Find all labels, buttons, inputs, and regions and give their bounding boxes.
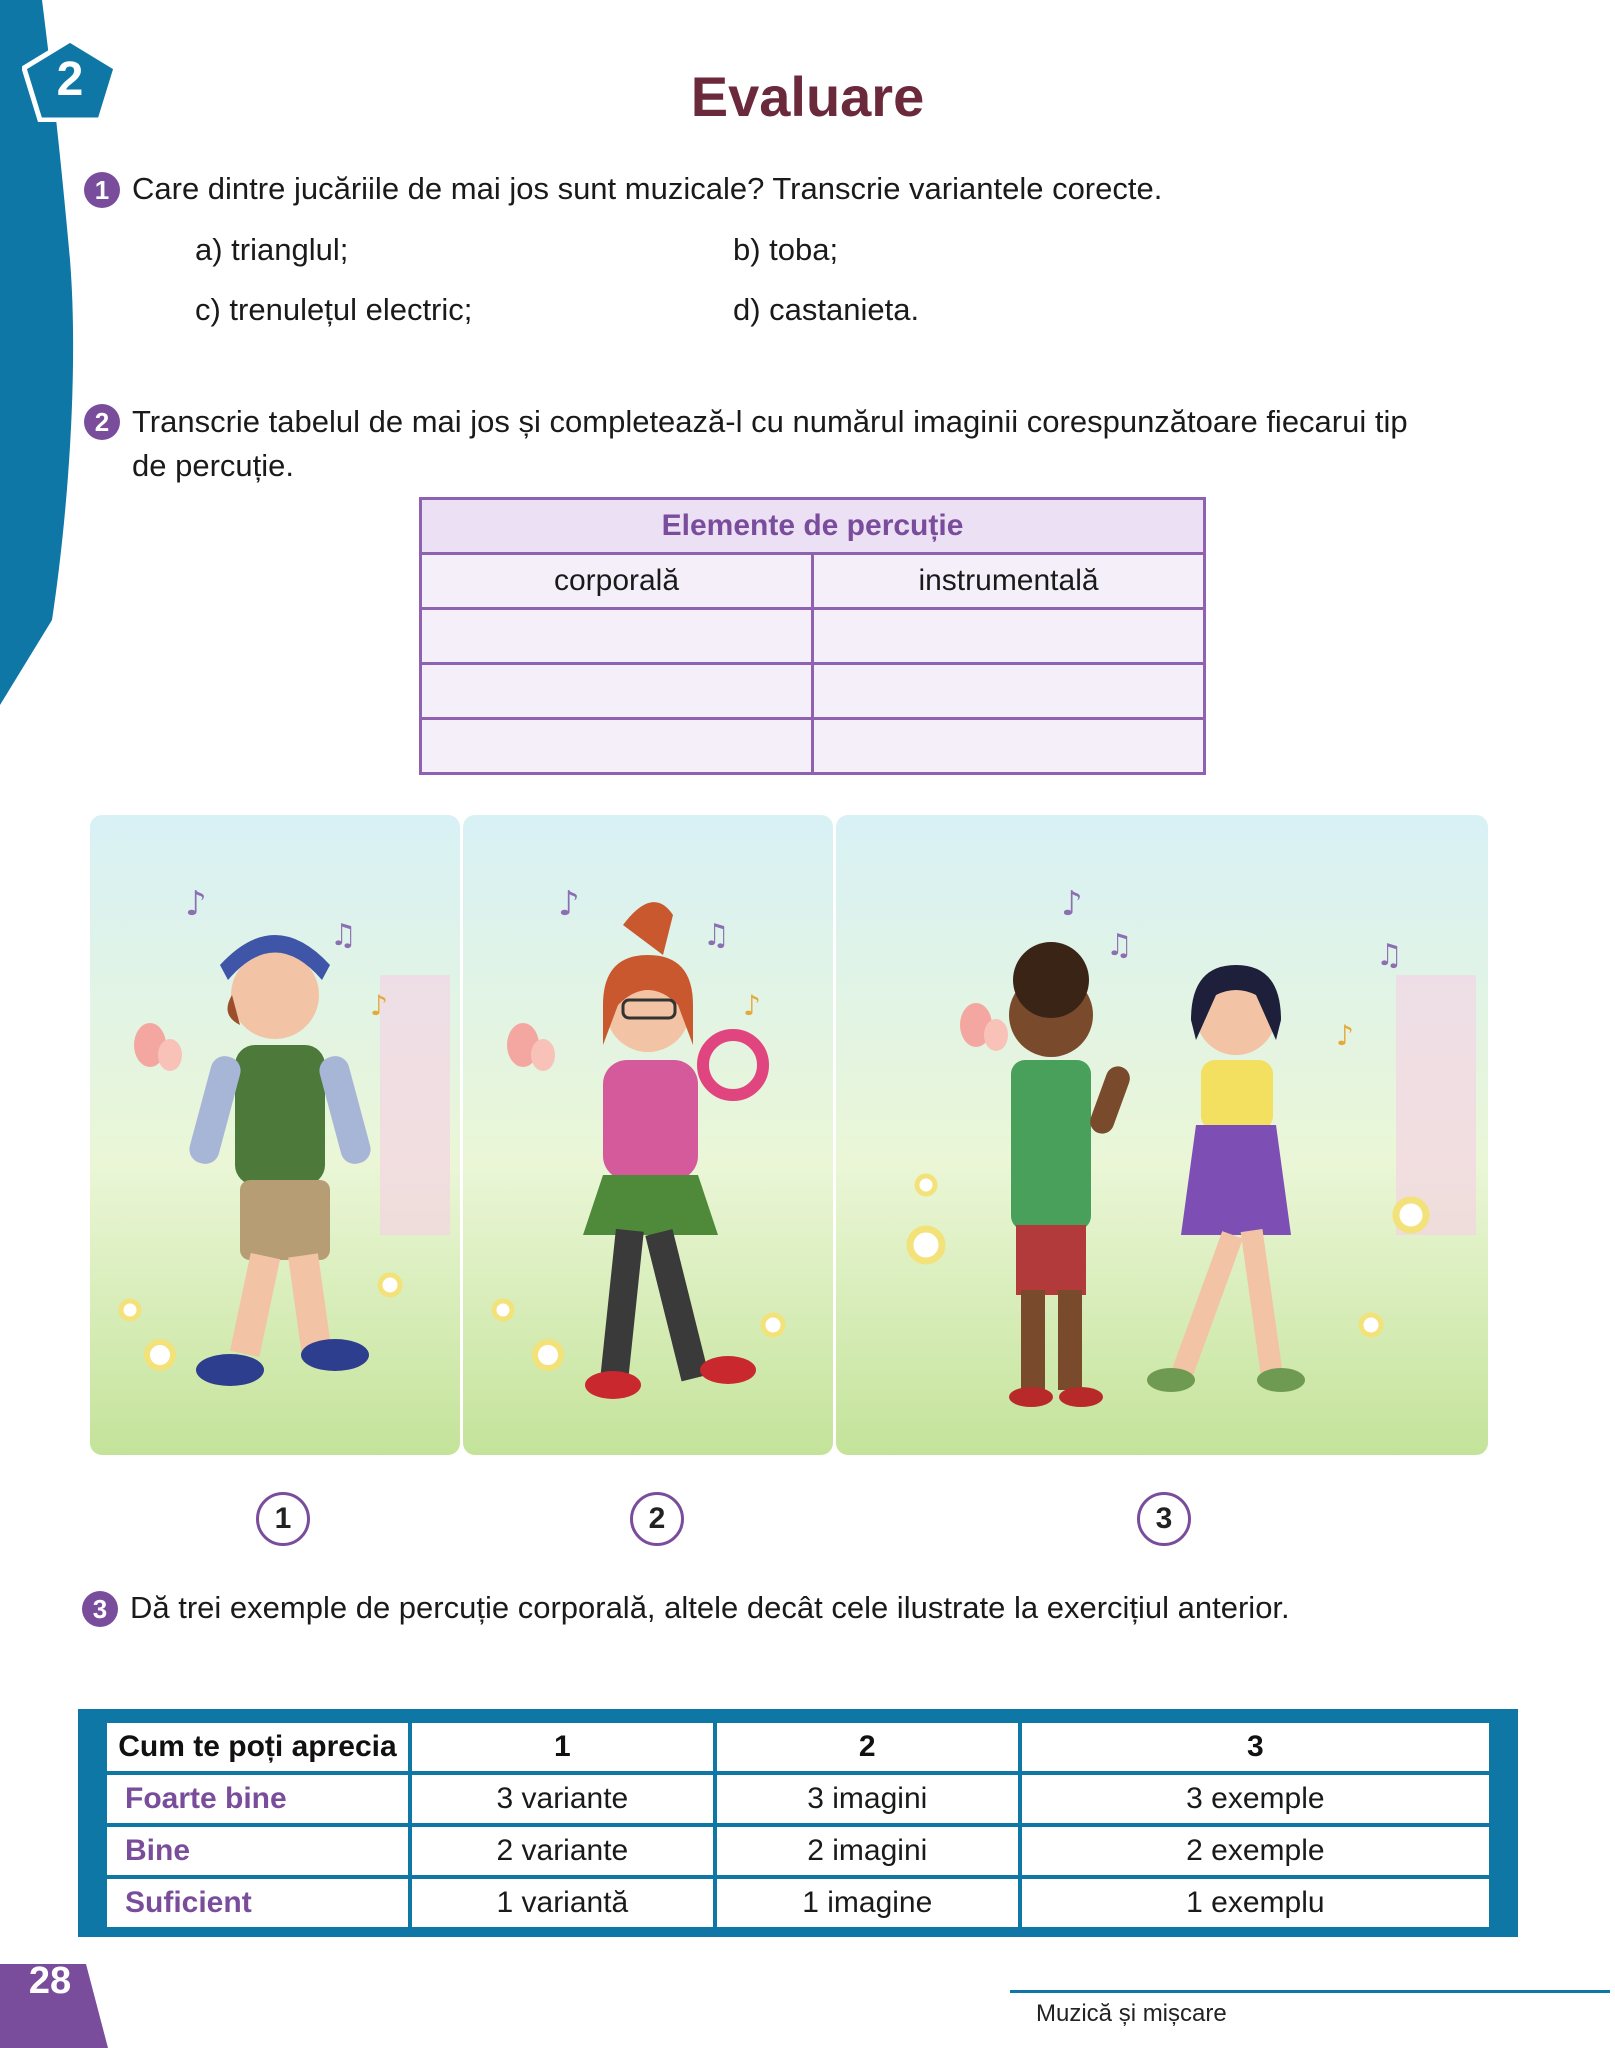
eval-cell: 3 imagini bbox=[715, 1773, 1020, 1825]
exercise-1-option-b: b) toba; bbox=[733, 232, 839, 267]
illustration-two-children-clapping bbox=[836, 815, 1488, 1455]
eval-cell: 2 imagini bbox=[715, 1825, 1020, 1877]
svg-text:♪: ♪ bbox=[370, 989, 388, 1022]
eval-cell: 1 exemplu bbox=[1020, 1877, 1491, 1929]
page-number: 28 bbox=[28, 1960, 72, 2002]
svg-text:♪: ♪ bbox=[558, 884, 580, 924]
illustration-girl-tambourine bbox=[463, 815, 833, 1455]
svg-text:♪: ♪ bbox=[1336, 1019, 1354, 1052]
svg-text:♪: ♪ bbox=[185, 884, 207, 924]
exercise-2-prompt-line1: Transcrie tabelul de mai jos și completează-l cu numărul imaginii corespunzătoare fiecarui tip bbox=[132, 404, 1408, 439]
exercise-1-option-a: a) trianglul; bbox=[195, 232, 349, 267]
svg-text:♫: ♫ bbox=[1376, 938, 1403, 973]
percussion-table-title: Elemente de percuție bbox=[421, 499, 1205, 554]
exercise-1-number: 1 bbox=[84, 172, 120, 208]
column-instrumentala: instrumentală bbox=[813, 554, 1205, 609]
eval-cell: 2 exemple bbox=[1020, 1825, 1491, 1877]
table-row bbox=[105, 1773, 1491, 1825]
svg-text:♪: ♪ bbox=[743, 989, 761, 1022]
image-label-3: 3 bbox=[1137, 1492, 1191, 1546]
svg-text:♫: ♫ bbox=[330, 918, 357, 953]
image-label-1: 1 bbox=[256, 1492, 310, 1546]
table-row bbox=[105, 1877, 1491, 1929]
eval-header-3: 3 bbox=[1020, 1721, 1491, 1773]
eval-row-label: Suficient bbox=[105, 1877, 410, 1929]
svg-text:♪: ♪ bbox=[1061, 884, 1083, 924]
eval-cell: 3 variante bbox=[410, 1773, 715, 1825]
illustration-boy-dancing bbox=[90, 815, 460, 1455]
eval-header-1: 1 bbox=[410, 1721, 715, 1773]
empty-cell bbox=[813, 719, 1205, 774]
empty-cell bbox=[813, 664, 1205, 719]
empty-cell bbox=[421, 609, 813, 664]
eval-cell: 1 imagine bbox=[715, 1877, 1020, 1929]
exercise-2-number: 2 bbox=[84, 404, 120, 440]
page-title: Evaluare bbox=[690, 65, 925, 128]
eval-cell: 3 exemple bbox=[1020, 1773, 1491, 1825]
eval-cell: 1 variantă bbox=[410, 1877, 715, 1929]
footer-line bbox=[1010, 1990, 1610, 1993]
book-title: Muzică și mișcare bbox=[1036, 2000, 1227, 2027]
empty-cell bbox=[421, 664, 813, 719]
self-evaluation-table bbox=[103, 1719, 1493, 1931]
unit-number: 2 bbox=[56, 53, 84, 106]
eval-row-label: Bine bbox=[105, 1825, 410, 1877]
image-label-2: 2 bbox=[630, 1492, 684, 1546]
table-row bbox=[105, 1825, 1491, 1877]
exercise-1-prompt: Care dintre jucăriile de mai jos sunt muzicale? Transcrie variantele corecte. bbox=[132, 171, 1163, 206]
empty-cell bbox=[813, 609, 1205, 664]
exercise-2-prompt-line2: de percuție. bbox=[132, 448, 294, 483]
exercise-3-number: 3 bbox=[82, 1591, 118, 1627]
eval-cell: 2 variante bbox=[410, 1825, 715, 1877]
exercise-3-prompt: Dă trei exemple de percuție corporală, altele decât cele ilustrate la exercițiul anterior. bbox=[130, 1590, 1290, 1625]
eval-header-2: 2 bbox=[715, 1721, 1020, 1773]
svg-text:♫: ♫ bbox=[703, 918, 730, 953]
percussion-table bbox=[419, 497, 1206, 775]
svg-text:♫: ♫ bbox=[1106, 928, 1133, 963]
exercise-1-option-c: c) trenulețul electric; bbox=[195, 292, 473, 327]
column-corporala: corporală bbox=[421, 554, 813, 609]
eval-header-label: Cum te poți aprecia bbox=[105, 1721, 410, 1773]
empty-cell bbox=[421, 719, 813, 774]
exercise-1-option-d: d) castanieta. bbox=[733, 292, 920, 327]
eval-row-label: Foarte bine bbox=[105, 1773, 410, 1825]
